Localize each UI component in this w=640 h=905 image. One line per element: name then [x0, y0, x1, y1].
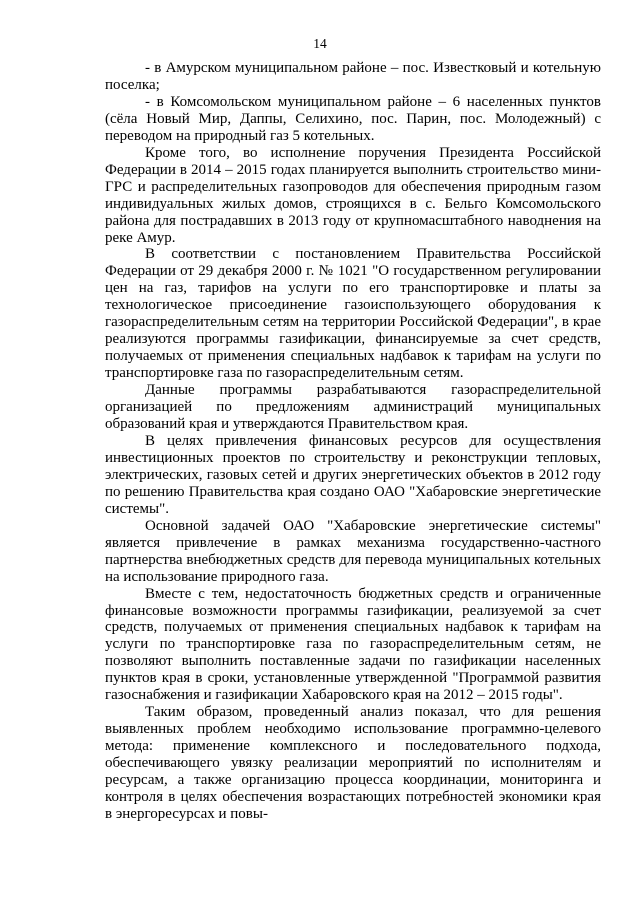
paragraph-budget-insufficiency: Вместе с тем, недостаточность бюджетных средств и ограниченные финансовые возможности программы газификации, реализуемой за счет средств, получаемых от применения специальных надбавок к тарифам на услуги по транспортировке газа по газораспределительным сетям, не позволяют выполнить поставленные задачи по газификации населенных пунктов края в сроки, установленные утвержденной "Программой развития газоснабжения и газификации Хабаровского края на 2012 – 2015 годы".: [105, 585, 601, 704]
page-number: 14: [313, 36, 327, 51]
paragraph-main-task: Основной задачей ОАО "Хабаровские энергетические системы" является привлечение в рамках механизма государственно-частного партнерства внебюджетных средств для перевода муниципальных котельных на использование природного газа.: [105, 517, 601, 585]
document-body: [105, 60, 601, 823]
list-item-komsomolsk-district: - в Комсомольском муниципальном районе – 6 населенных пунктов (сёла Новый Мир, Даппы, Селихино, пос. Парин, пос. Молодежный) с переводом на природный газ 5 котельных.: [105, 93, 601, 144]
list-item-amur-district: - в Амурском муниципальном районе – пос. Известковый и котельную поселка;: [105, 60, 601, 93]
paragraph-government-resolution: В соответствии с постановлением Правительства Российской Федерации от 29 декабря 2000 г. № 1021 "О государственном регулировании цен на газ, тарифов на услуги по его транспортировке и платы за технологическое присоединение газоиспользующего оборудования к газораспределительным сетям на территории Российской Федерации", в крае реализуются программы газификации, финансируемые за счет средств, получаемых от применения специальных надбавок к тарифам на услуги по транспортировке газа по газораспределительным сетям.: [105, 246, 601, 382]
paragraph-analysis-conclusion: Таким образом, проведенный анализ показал, что для решения выявленных проблем необходимо использование программно-целевого метода: применение комплексного и последовательного подхода, обеспечивающего увязку реализации мероприятий по исполнителям и ресурсам, а также организацию процесса координации, мониторинга и контроля в целях обеспечения возрастающих потребностей экономики края в энергоресурсах и повы-: [105, 704, 601, 822]
paragraph-financial-resources: В целях привлечения финансовых ресурсов для осуществления инвестиционных проектов по строительству и реконструкции тепловых, электрических, газовых сетей и других энергетических объектов в 2012 году по решению Правительства края создано ОАО "Хабаровские энергетические системы".: [105, 432, 601, 517]
paragraph-presidential-order: Кроме того, во исполнение поручения Президента Российской Федерации в 2014 – 2015 годах планируется выполнить строительство мини-ГРС и распределительных газопроводов для обеспечения природным газом индивидуальных жилых домов, строящихся в с. Бельго Комсомольского района для пострадавших в 2013 году от крупномасштабного наводнения на реке Амур.: [105, 144, 601, 246]
paragraph-programs-development: Данные программы разрабатываются газораспределительной организацией по предложениям администраций муниципальных образований края и утверждаются Правительством края.: [105, 382, 601, 433]
